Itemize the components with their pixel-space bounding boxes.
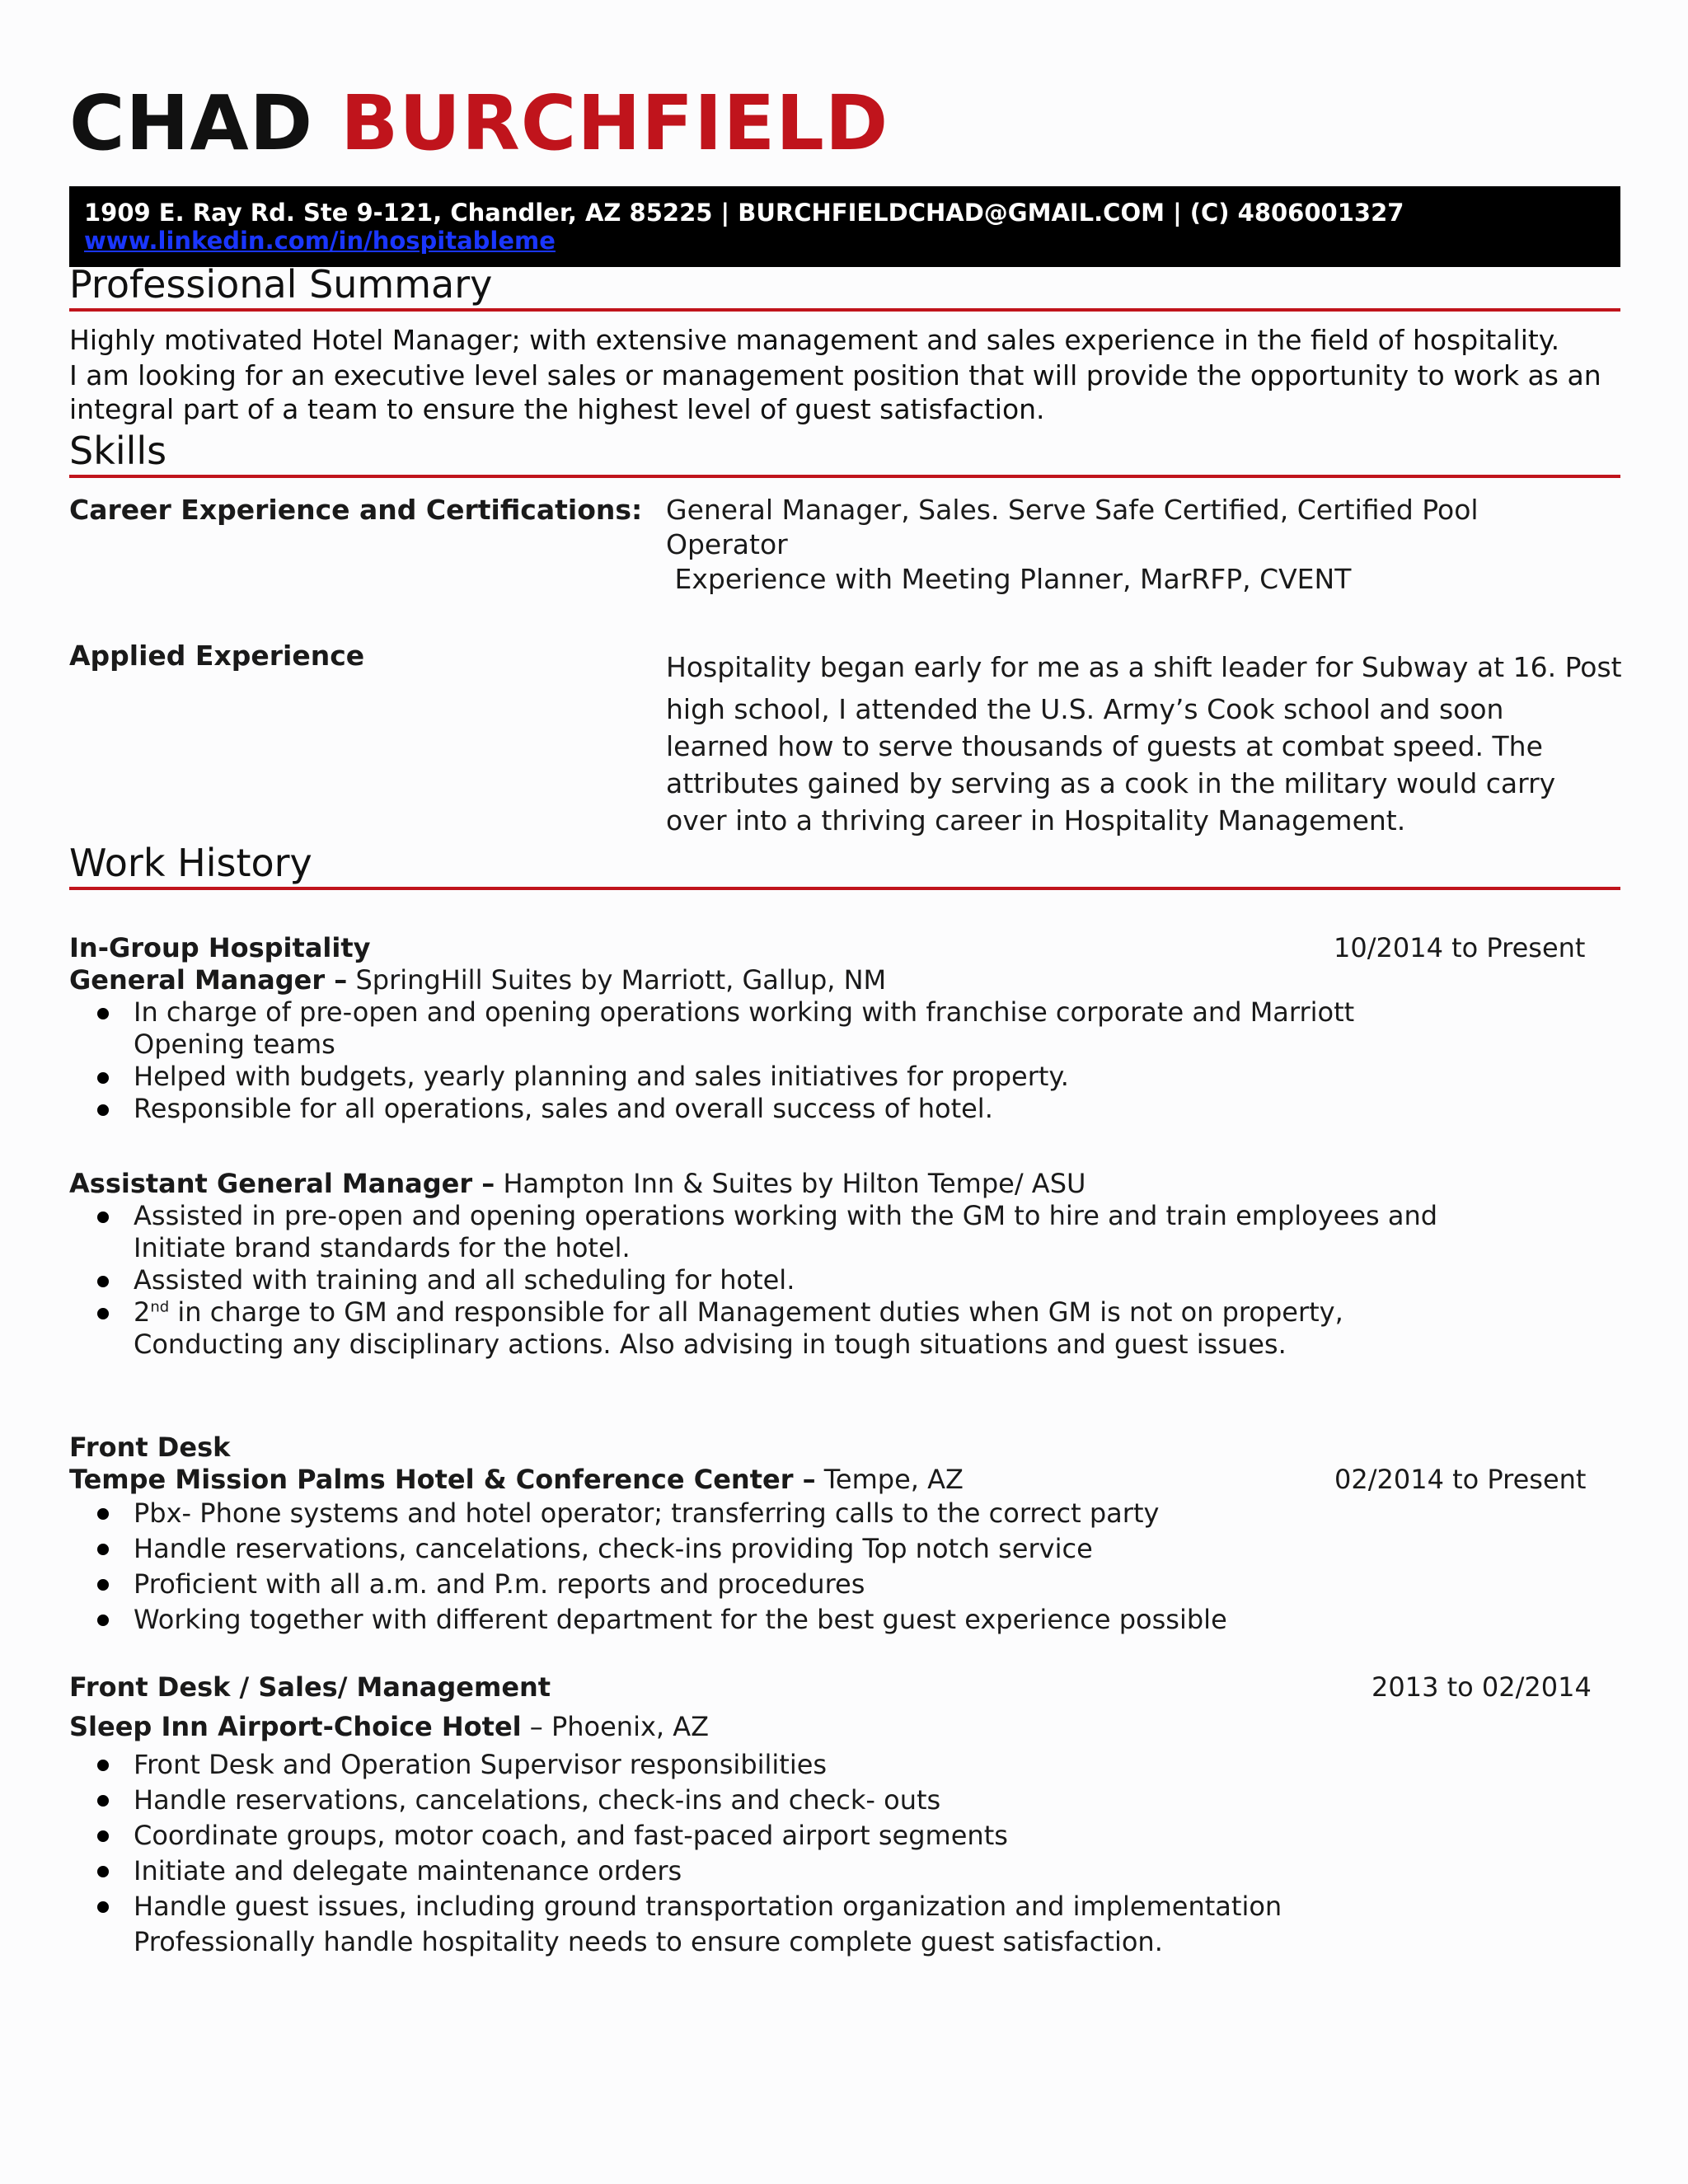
bullet-icon	[97, 1795, 109, 1807]
contact-bar	[69, 186, 1620, 267]
bullet-icon	[97, 1760, 109, 1771]
job-entry	[69, 1671, 1620, 1960]
job-place: Tempe, AZ	[815, 1464, 964, 1495]
bullet-icon	[97, 1615, 109, 1626]
bullet-icon	[97, 1008, 109, 1019]
skill-line: General Manager, Sales. Serve Safe Certified, Certified Pool	[666, 494, 1479, 526]
bullet-item: Handle reservations, cancelations, check-ins providing Top notch service	[69, 1531, 1620, 1567]
job-role: General Manager –	[69, 964, 348, 996]
skill-line: Operator	[666, 528, 788, 560]
bullet-item: In charge of pre-open and opening operations working with franchise corporate and Marriott Opening teams	[69, 996, 1620, 1061]
bullet-item: Handle reservations, cancelations, check-ins and check- outs	[69, 1783, 1620, 1818]
summary-text	[69, 322, 1620, 427]
applied-experience-label: Applied Experience	[69, 640, 365, 672]
bullet-icon	[97, 1276, 109, 1287]
skill-line: Experience with Meeting Planner, MarRFP, CVENT	[666, 563, 1352, 595]
job-dates: 02/2014 to Present	[1334, 1464, 1587, 1495]
job-bullets	[69, 1747, 1620, 1960]
bullet-icon	[97, 1212, 109, 1223]
bullet-item: 2nd in charge to GM and responsible for all Management duties when GM is not on property, Conducting any disciplinary actions. Also advising in tough situations and guest issues.	[69, 1296, 1620, 1361]
bullet-icon	[97, 1866, 109, 1877]
summary-heading: Professional Summary	[69, 262, 1620, 312]
job-entry	[69, 932, 1620, 1125]
job-role: Assistant General Manager –	[69, 1168, 495, 1199]
skills-heading: Skills	[69, 429, 1620, 478]
applied-line: over into a thriving career in Hospitality Management.	[666, 804, 1406, 837]
applied-line: learned how to serve thousands of guests at combat speed. The	[666, 730, 1543, 762]
career-experience-text	[666, 493, 1589, 597]
job-bullets	[69, 996, 1620, 1125]
job-place: SpringHill Suites by Marriott, Gallup, NM	[347, 964, 887, 996]
bullet-item: Assisted with training and all scheduling for hotel.	[69, 1264, 1620, 1296]
career-experience-label: Career Experience and Certifications:	[69, 494, 643, 526]
job-entry	[69, 1432, 1620, 1638]
bullet-item: Proficient with all a.m. and P.m. reports and procedures	[69, 1567, 1620, 1602]
bullet-item: Front Desk and Operation Supervisor responsibilities	[69, 1747, 1620, 1783]
bullet-icon	[97, 1901, 109, 1913]
bullet-icon	[97, 1508, 109, 1520]
first-name: CHAD	[69, 79, 314, 167]
job-dates: 10/2014 to Present	[1334, 932, 1586, 963]
applied-line: high school, I attended the U.S. Army’s Cook school and soon	[666, 693, 1504, 725]
applied-line: Hospitality began early for me as a shift leader for Subway at 16. Post	[666, 651, 1622, 683]
bullet-icon	[97, 1104, 109, 1116]
bullet-item: Pbx- Phone systems and hotel operator; transferring calls to the correct party	[69, 1496, 1620, 1531]
bullet-item: Coordinate groups, motor coach, and fast-paced airport segments	[69, 1818, 1620, 1854]
bullet-item: Helped with budgets, yearly planning and sales initiatives for property.	[69, 1061, 1620, 1093]
bullet-item: Initiate and delegate maintenance orders	[69, 1854, 1620, 1889]
bullet-item: Handle guest issues, including ground transportation organization and implementation Professionally handle hospitality needs to ensure complete guest satisfaction.	[69, 1889, 1620, 1960]
bullet-item: Responsible for all operations, sales and overall success of hotel.	[69, 1093, 1620, 1125]
job-entry	[69, 1168, 1620, 1361]
job-title: Front Desk / Sales/ Management	[69, 1671, 551, 1703]
applied-experience-text	[666, 649, 1622, 839]
bullet-icon	[97, 1544, 109, 1555]
contact-info: 1909 E. Ray Rd. Ste 9-121, Chandler, AZ 85225 | BURCHFIELDCHAD@GMAIL.COM | (C) 4806001327	[84, 199, 1404, 227]
summary-line: integral part of a team to ensure the highest level of guest satisfaction.	[69, 393, 1045, 425]
summary-line: Highly motivated Hotel Manager; with extensive management and sales experience in the field of hospitality.	[69, 324, 1560, 356]
summary-line: I am looking for an executive level sales or management position that will provide the opportunity to work as an	[69, 359, 1601, 391]
candidate-name	[69, 78, 889, 169]
bullet-icon	[97, 1830, 109, 1842]
bullet-icon	[97, 1579, 109, 1591]
company-name: In-Group Hospitality	[69, 932, 371, 963]
bullet-icon	[97, 1308, 109, 1319]
last-name: BURCHFIELD	[340, 79, 889, 167]
job-bullets	[69, 1200, 1620, 1361]
company-name: Tempe Mission Palms Hotel & Conference Center –	[69, 1464, 816, 1495]
applied-line: attributes gained by serving as a cook in the military would carry	[666, 767, 1556, 799]
company-name: Sleep Inn Airport-Choice Hotel	[69, 1711, 522, 1742]
job-dates: 2013 to 02/2014	[1372, 1671, 1592, 1703]
job-title: Front Desk	[69, 1432, 231, 1463]
job-place: – Phoenix, AZ	[521, 1711, 710, 1742]
bullet-item: Working together with different department for the best guest experience possible	[69, 1602, 1620, 1638]
job-place: Hampton Inn & Suites by Hilton Tempe/ ASU	[495, 1168, 1086, 1199]
bullet-icon	[97, 1072, 109, 1084]
bullet-item: Assisted in pre-open and opening operations working with the GM to hire and train employees and Initiate brand standards for the hotel.	[69, 1200, 1620, 1264]
job-bullets	[69, 1496, 1620, 1638]
work-history-heading: Work History	[69, 841, 1620, 890]
linkedin-link[interactable]: www.linkedin.com/in/hospitableme	[84, 227, 556, 255]
